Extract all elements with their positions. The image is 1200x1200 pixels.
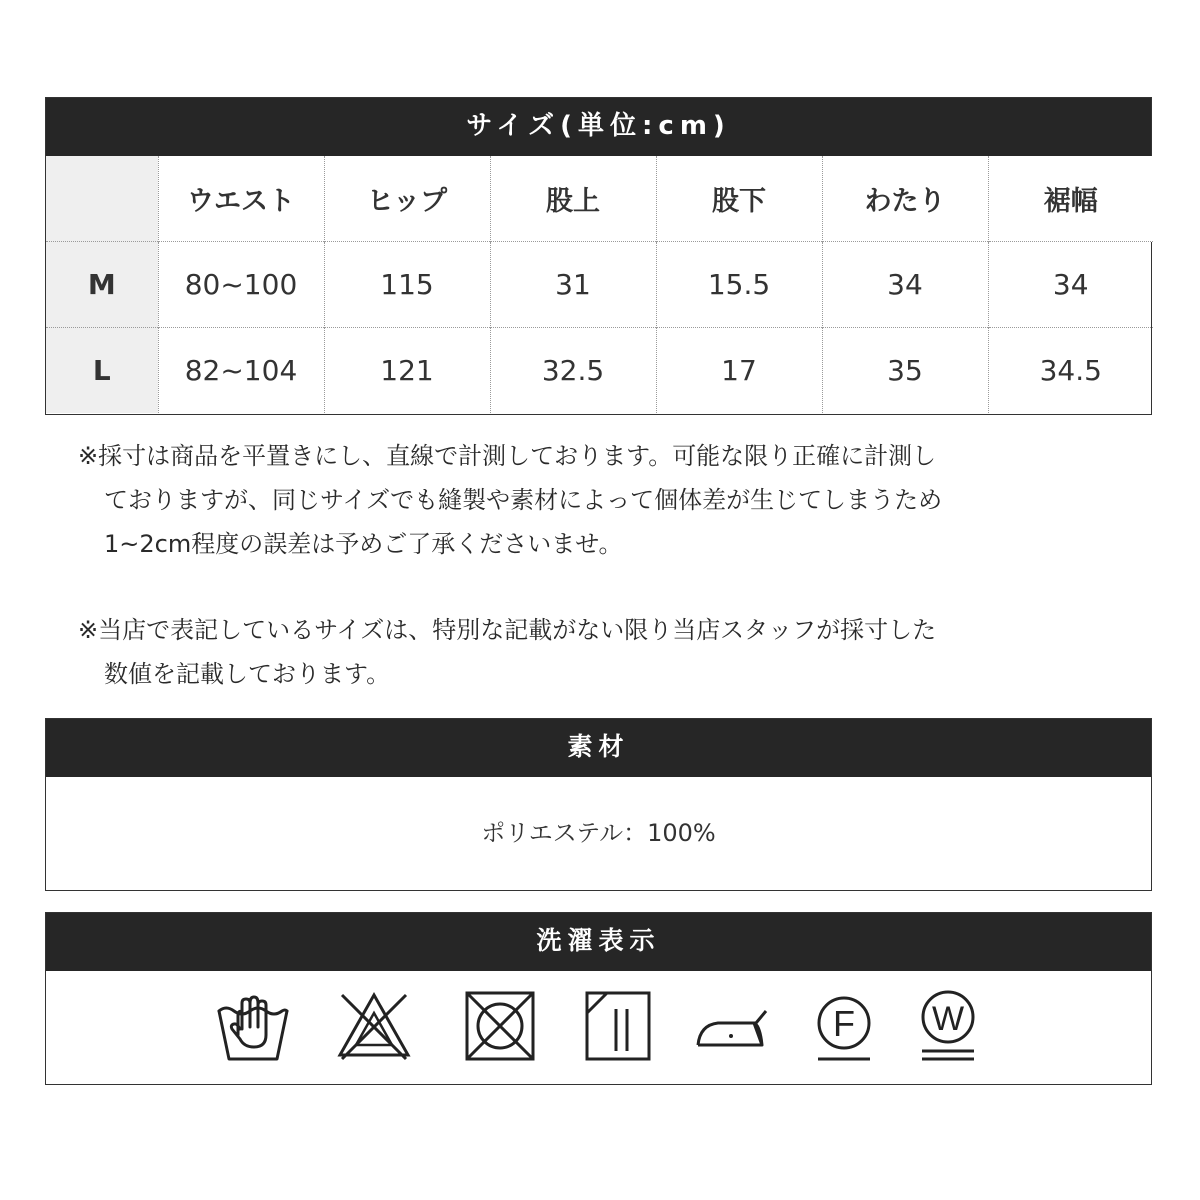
note-line: ※当店で表記しているサイズは、特別な記載がない限り当店スタッフが採寸した — [78, 616, 937, 644]
size-table-header-corner — [46, 156, 158, 242]
material-composition: ポリエステル：100% — [481, 819, 716, 847]
size-column-header: ヒップ — [324, 156, 490, 242]
size-row-label: M — [46, 242, 158, 328]
no-tumble-dry-icon — [463, 989, 537, 1063]
dry-clean-letter: F — [833, 1003, 855, 1044]
size-table — [46, 156, 1153, 413]
size-table-section — [45, 97, 1152, 415]
material-section-title: 素材 — [46, 719, 1151, 777]
wash-icons-row — [46, 971, 1151, 1084]
size-table-row — [46, 242, 1153, 328]
size-cell: 15.5 — [656, 242, 822, 328]
low-iron-icon — [694, 989, 774, 1063]
size-column-header: わたり — [822, 156, 988, 242]
size-cell: 17 — [656, 328, 822, 414]
measurement-note — [78, 434, 1078, 566]
material-section — [45, 718, 1152, 891]
size-cell: 34.5 — [988, 328, 1153, 414]
dry-clean-f-icon — [814, 989, 874, 1063]
note-line: 1~2cm程度の誤差は予めご了承くださいませ。 — [104, 530, 623, 558]
size-cell: 115 — [324, 242, 490, 328]
size-cell: 82~104 — [158, 328, 324, 414]
size-source-note — [78, 608, 1078, 696]
size-column-header: 裾幅 — [988, 156, 1153, 242]
wash-section — [45, 912, 1152, 1085]
size-section-title: サイズ(単位:cm) — [46, 98, 1151, 156]
size-row-label: L — [46, 328, 158, 414]
size-table-header-row — [46, 156, 1153, 242]
wash-section-title: 洗濯表示 — [46, 913, 1151, 971]
size-column-header: ウエスト — [158, 156, 324, 242]
wet-clean-w-icon — [918, 989, 978, 1067]
size-column-header: 股下 — [656, 156, 822, 242]
no-bleach-icon — [336, 989, 412, 1063]
size-cell: 35 — [822, 328, 988, 414]
wet-clean-letter: W — [931, 1000, 965, 1038]
hand-wash-icon — [216, 989, 290, 1063]
size-cell: 31 — [490, 242, 656, 328]
note-line: 数値を記載しております。 — [104, 660, 391, 688]
size-table-row — [46, 328, 1153, 414]
size-cell: 32.5 — [490, 328, 656, 414]
size-cell: 121 — [324, 328, 490, 414]
note-line: ※採寸は商品を平置きにし、直線で計測しております。可能な限り正確に計測し — [78, 442, 937, 470]
note-line: ておりますが、同じサイズでも縫製や素材によって個体差が生じてしまうため — [104, 486, 943, 514]
size-cell: 34 — [822, 242, 988, 328]
size-column-header: 股上 — [490, 156, 656, 242]
drip-dry-shade-icon — [583, 989, 653, 1063]
size-cell: 34 — [988, 242, 1153, 328]
size-cell: 80~100 — [158, 242, 324, 328]
